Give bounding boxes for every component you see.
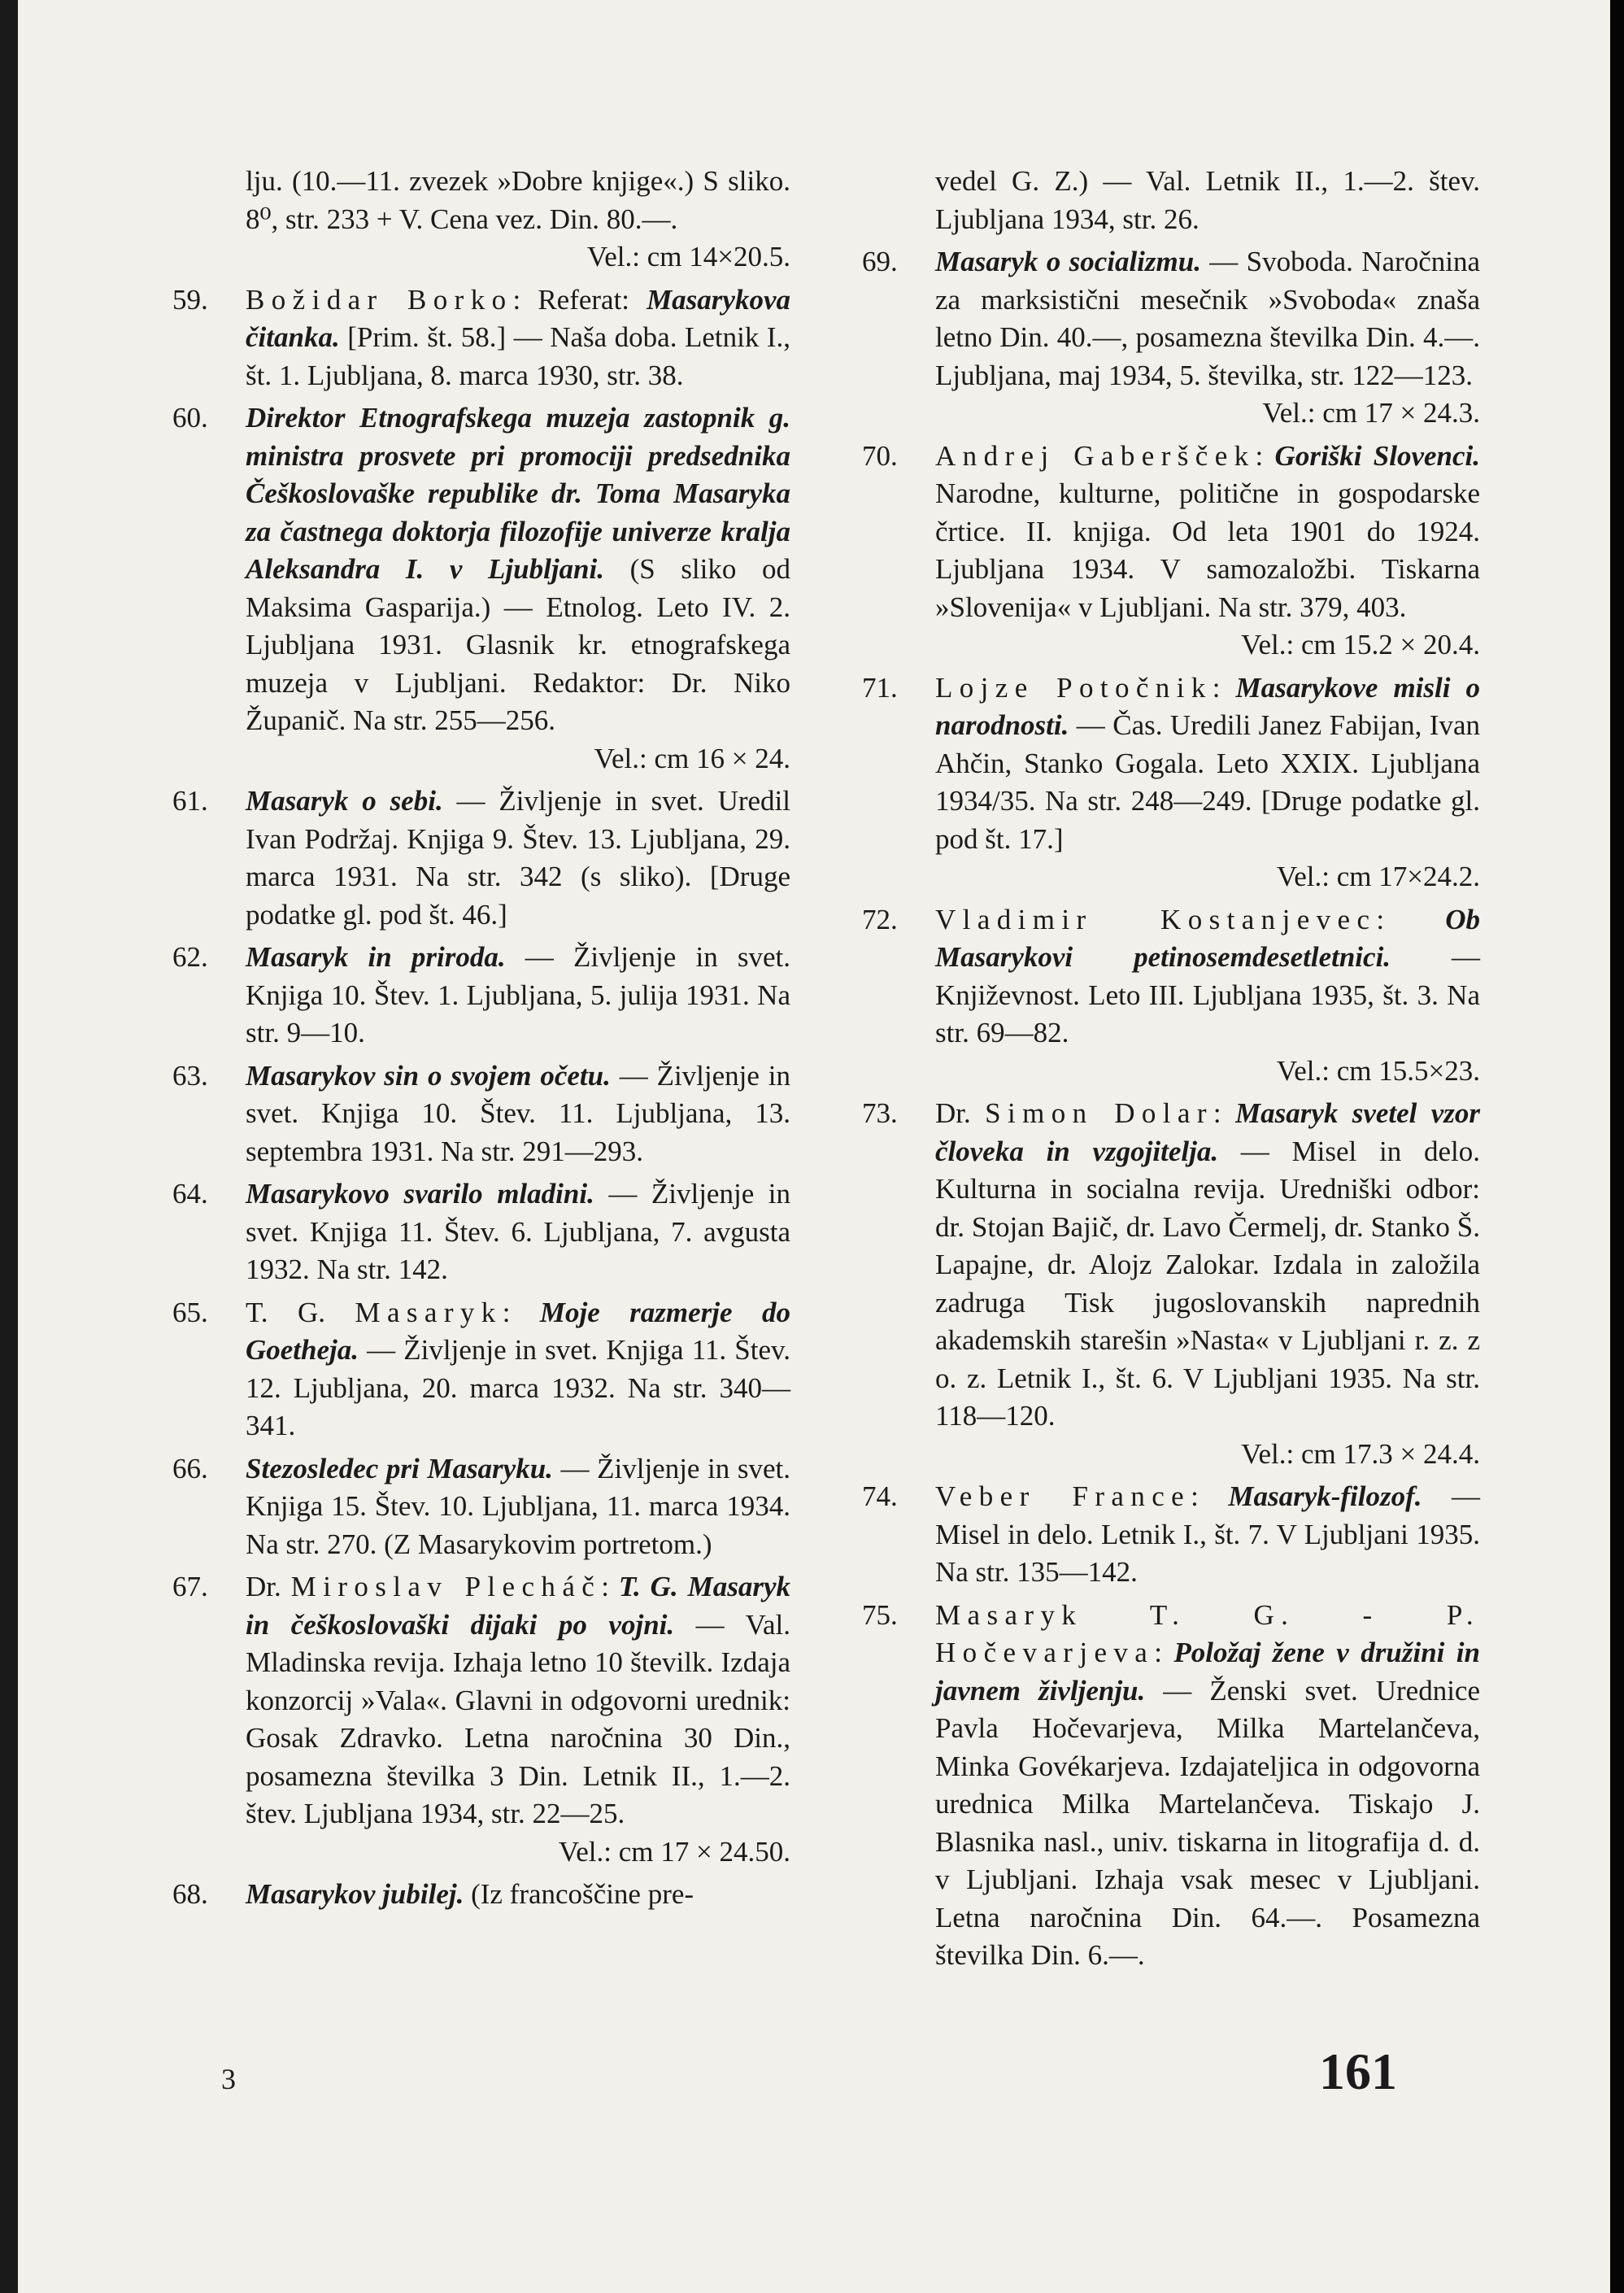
entry-text: — Življenje in svet. Knjiga 10. Štev. 11. Ljubljana, 13. septembra 1931. Na str. 291—293.: [246, 1059, 790, 1167]
bibliography-entry: [172, 281, 790, 395]
entry-title: Masarykov sin o svojem očetu.: [246, 1059, 611, 1092]
entry-text: — Čas. Uredili Janez Fabijan, Ivan Ahčin, Stanko Gogala. Leto XXIX. Ljubljana 1934/35. Na str. 248—249. [Druge podatke gl. pod št. 17.]: [935, 709, 1480, 855]
book-page: [18, 0, 1610, 2293]
entry-title: Masaryk o sebi.: [246, 785, 443, 817]
entry-title: Ob Masarykovi petinosemdesetletnici.: [935, 903, 1480, 973]
entry-text: (Iz francoščine pre-: [464, 1878, 694, 1910]
signature-mark: 3: [221, 2063, 236, 2095]
entry-text: vedel G. Z.) — Val. Letnik II., 1.—2. štev. Ljubljana 1934, str. 26.: [935, 165, 1480, 235]
left-column: [172, 163, 790, 1919]
entry-number: 65.: [172, 1296, 208, 1328]
entry-number: 62.: [172, 941, 208, 973]
entry-title: Goriški Slovenci.: [1274, 439, 1481, 472]
entry-size: Vel.: cm 14×20.5.: [586, 241, 790, 272]
entry-text: T. G.: [246, 1296, 355, 1328]
entry-text: Dr.: [935, 1097, 986, 1129]
entry-number: 61.: [172, 785, 208, 817]
entry-title: T. G. Masaryk in češkoslovaški dijaki po vojni.: [246, 1571, 791, 1641]
entry-title: Direktor Etnografskega muzeja zastopnik g. ministra prosvete pri promociji predsednika Češkoslovaške republike dr. Toma Masaryka za častnega doktorja filozofije univerze kralja Aleksandra I. v Ljubljani.: [246, 402, 790, 585]
bibliography-entry: [862, 901, 1480, 1091]
entry-title: Masaryk-filozof.: [1228, 1480, 1422, 1512]
entry-number: 73.: [862, 1097, 898, 1129]
right-column: [862, 163, 1480, 1980]
bibliography-entry: [172, 163, 790, 277]
entry-number: 67.: [172, 1571, 208, 1602]
bibliography-entry: [172, 1175, 790, 1289]
bibliography-entry: [862, 243, 1480, 433]
entry-text: — Književnost. Leto III. Ljubljana 1935, št. 3. Na str. 69—82.: [935, 941, 1481, 1048]
entry-number: 69.: [862, 246, 898, 277]
entry-text: :: [1191, 1480, 1229, 1512]
entry-size: Vel.: cm 17 × 24.50.: [558, 1835, 790, 1868]
entry-text: [Prim. št. 58.] — Naša doba. Letnik I., št. 1. Ljubljana, 8. marca 1930, str. 38.: [246, 321, 790, 391]
entry-text: :: [502, 1296, 540, 1328]
entry-title: Masarykove misli o narodnosti.: [935, 671, 1480, 741]
entry-text: :: [1213, 1097, 1235, 1129]
bibliography-entry: [172, 782, 790, 934]
entry-text: :: [1154, 1637, 1174, 1668]
entry-author: Lojze Potočnik: [935, 671, 1213, 704]
entry-author: Simon Dolar: [985, 1097, 1213, 1129]
entry-author: Andrej Gaberšček: [935, 439, 1256, 472]
entry-author: Veber France: [935, 1480, 1191, 1512]
entry-text: — Življenje in svet. Knjiga 15. Štev. 10. Ljubljana, 11. marca 1934. Na str. 270. (Z Masarykovim portretom.): [246, 1452, 791, 1560]
scan-left-edge: [0, 0, 18, 2293]
entry-text: :: [1212, 671, 1236, 704]
entry-text: :: [601, 1571, 619, 1602]
bibliography-entry: [862, 1478, 1480, 1592]
entry-number: 75.: [862, 1598, 898, 1631]
page-number: 161: [1319, 2042, 1397, 2100]
entry-title: Masarykova čitanka.: [246, 283, 790, 353]
entry-number: 72.: [862, 903, 898, 935]
entry-number: 64.: [172, 1178, 208, 1210]
entry-number: 59.: [172, 283, 208, 316]
entry-size: Vel.: cm 15.2 × 20.4.: [1241, 629, 1480, 660]
bibliography-entry: [172, 1568, 790, 1871]
entry-title: Masarykov jubilej.: [246, 1878, 464, 1910]
entry-number: 63.: [172, 1059, 208, 1092]
entry-text: — Svoboda. Naročnina za marksistični mesečnik »Svoboda« znaša letno Din. 40.—, posamezna številka Din. 4.—. Ljubljana, maj 1934, 5. številka, str. 122—123.: [935, 246, 1480, 391]
bibliography-entry: [862, 163, 1480, 238]
entry-text: — Misel in delo. Letnik I., št. 7. V Ljubljani 1935. Na str. 135—142.: [935, 1480, 1480, 1588]
entry-author: Vladimir Kostanjevec: [935, 903, 1377, 935]
bibliography-entry: [862, 438, 1480, 665]
entry-text: — Življenje in svet. Uredil Ivan Podržaj. Knjiga 9. Štev. 13. Ljubljana, 29. marca 1931. Na str. 342 (s sliko). [Druge podatke gl. pod št. 46.]: [246, 785, 790, 931]
entry-title: Moje razmerje do Goetheja.: [246, 1296, 790, 1366]
entry-number: 68.: [172, 1878, 208, 1910]
entry-number: 60.: [172, 402, 208, 434]
entry-size: Vel.: cm 15.5×23.: [1276, 1054, 1480, 1087]
entry-title: Položaj žene v družini in javnem življenju.: [935, 1637, 1480, 1707]
entry-text: Narodne, kulturne, politične in gospodarske črtice. II. knjiga. Od leta 1901 do 1924. Ljubljana 1934. V samozaložbi. Tiskarna »Slovenija« v Ljubljani. Na str. 379, 403.: [935, 477, 1480, 623]
bibliography-entry: [172, 1450, 790, 1564]
entry-text: :: [1376, 903, 1446, 935]
entry-text: — Življenje in svet. Knjiga 10. Štev. 1. Ljubljana, 5. julija 1931. Na str. 9—10.: [246, 941, 790, 1048]
entry-title: Masaryk svetel vzor človeka in vzgojitelja.: [935, 1097, 1480, 1167]
entry-text: Dr.: [246, 1571, 291, 1602]
entry-text: — Življenje in svet. Knjiga 11. Štev. 6. Ljubljana, 7. avgusta 1932. Na str. 142.: [246, 1178, 790, 1285]
entry-text: — Misel in delo. Kulturna in socialna revija. Uredniški odbor: dr. Stojan Bajič, dr. Lavo Čermelj, dr. Stanko Š. Lapajne, dr. Alojz Zalokar. Izdala in založila zadruga Tisk jugoslovanskih naprednih akademskih starešin »Nasta« v Ljubljani r. z. z o. z. Letnik I., št. 6. V Ljubljani 1935. Na str. 118—120.: [935, 1135, 1480, 1432]
bibliography-entry: [172, 399, 790, 778]
entry-title: Masaryk in priroda.: [246, 941, 506, 973]
entry-text: lju. (10.—11. zvezek »Dobre knjige«.) S sliko. 8⁰, str. 233 + V. Cena vez. Din. 80.—.: [246, 165, 790, 235]
entry-author: Masaryk: [355, 1296, 503, 1328]
entry-text: (S sliko od Maksima Gasparija.) — Etnolog. Leto IV. 2. Ljubljana 1931. Glasnik kr. etnografskega muzeja v Ljubljani. Redaktor: Dr. Niko Županič. Na str. 255—256.: [246, 553, 790, 736]
entry-text: — Ženski svet. Urednice Pavla Hočevarjeva, Milka Martelančeva, Minka Govékarjeva. Izdajateljica in odgovorna urednica Milka Martelančeva. Tiskajo J. Blasnika nasl., univ. tiskarna in litografija d. d. v Ljubljani. Izhaja vsak mesec v Ljubljani. Letna naročnina Din. 64.—. Posamezna številka Din. 6.—.: [935, 1674, 1481, 1971]
bibliography-entry: [862, 669, 1480, 896]
entry-number: 70.: [862, 439, 898, 472]
entry-number: 66.: [172, 1452, 208, 1484]
bibliography-entry: [862, 1095, 1480, 1473]
entry-size: Vel.: cm 17.3 × 24.4.: [1241, 1437, 1480, 1470]
bibliography-entry: [862, 1597, 1480, 1975]
entry-number: 71.: [862, 671, 898, 704]
scan-right-edge: [1610, 0, 1624, 2293]
bibliography-entry: [172, 1876, 790, 1914]
entry-size: Vel.: cm 17 × 24.3.: [1262, 397, 1480, 429]
bibliography-entry: [172, 939, 790, 1053]
entry-number: 74.: [862, 1480, 898, 1512]
entry-title: Masarykovo svarilo mladini.: [246, 1178, 594, 1210]
entry-text: :: [1255, 439, 1275, 472]
entry-text: — Življenje in svet. Knjiga 11. Štev. 12. Ljubljana, 20. marca 1932. Na str. 340—341.: [246, 1334, 790, 1441]
entry-author: Božidar Borko: [246, 283, 513, 316]
bibliography-entry: [172, 1294, 790, 1445]
entry-author: Masaryk T. G. - P. Hočevarjeva: [935, 1598, 1480, 1668]
entry-title: Stezosledec pri Masaryku.: [246, 1452, 553, 1484]
entry-text: — Val. Mladinska revija. Izhaja letno 10 številk. Izdaja konzorcij »Vala«. Glavni in odgovorni urednik: Gosak Zdravko. Letna naročnina 30 Din., posamezna številka 3 Din. Letnik II., 1.—2. štev. Ljubljana 1934, str. 22—25.: [246, 1608, 790, 1829]
entry-title: Masaryk o socializmu.: [935, 246, 1201, 277]
entry-size: Vel.: cm 16 × 24.: [594, 742, 790, 774]
entry-author: Miroslav Plecháč: [290, 1571, 602, 1602]
entry-size: Vel.: cm 17×24.2.: [1276, 861, 1480, 892]
bibliography-entry: [172, 1057, 790, 1171]
entry-text: : Referat:: [512, 283, 647, 316]
